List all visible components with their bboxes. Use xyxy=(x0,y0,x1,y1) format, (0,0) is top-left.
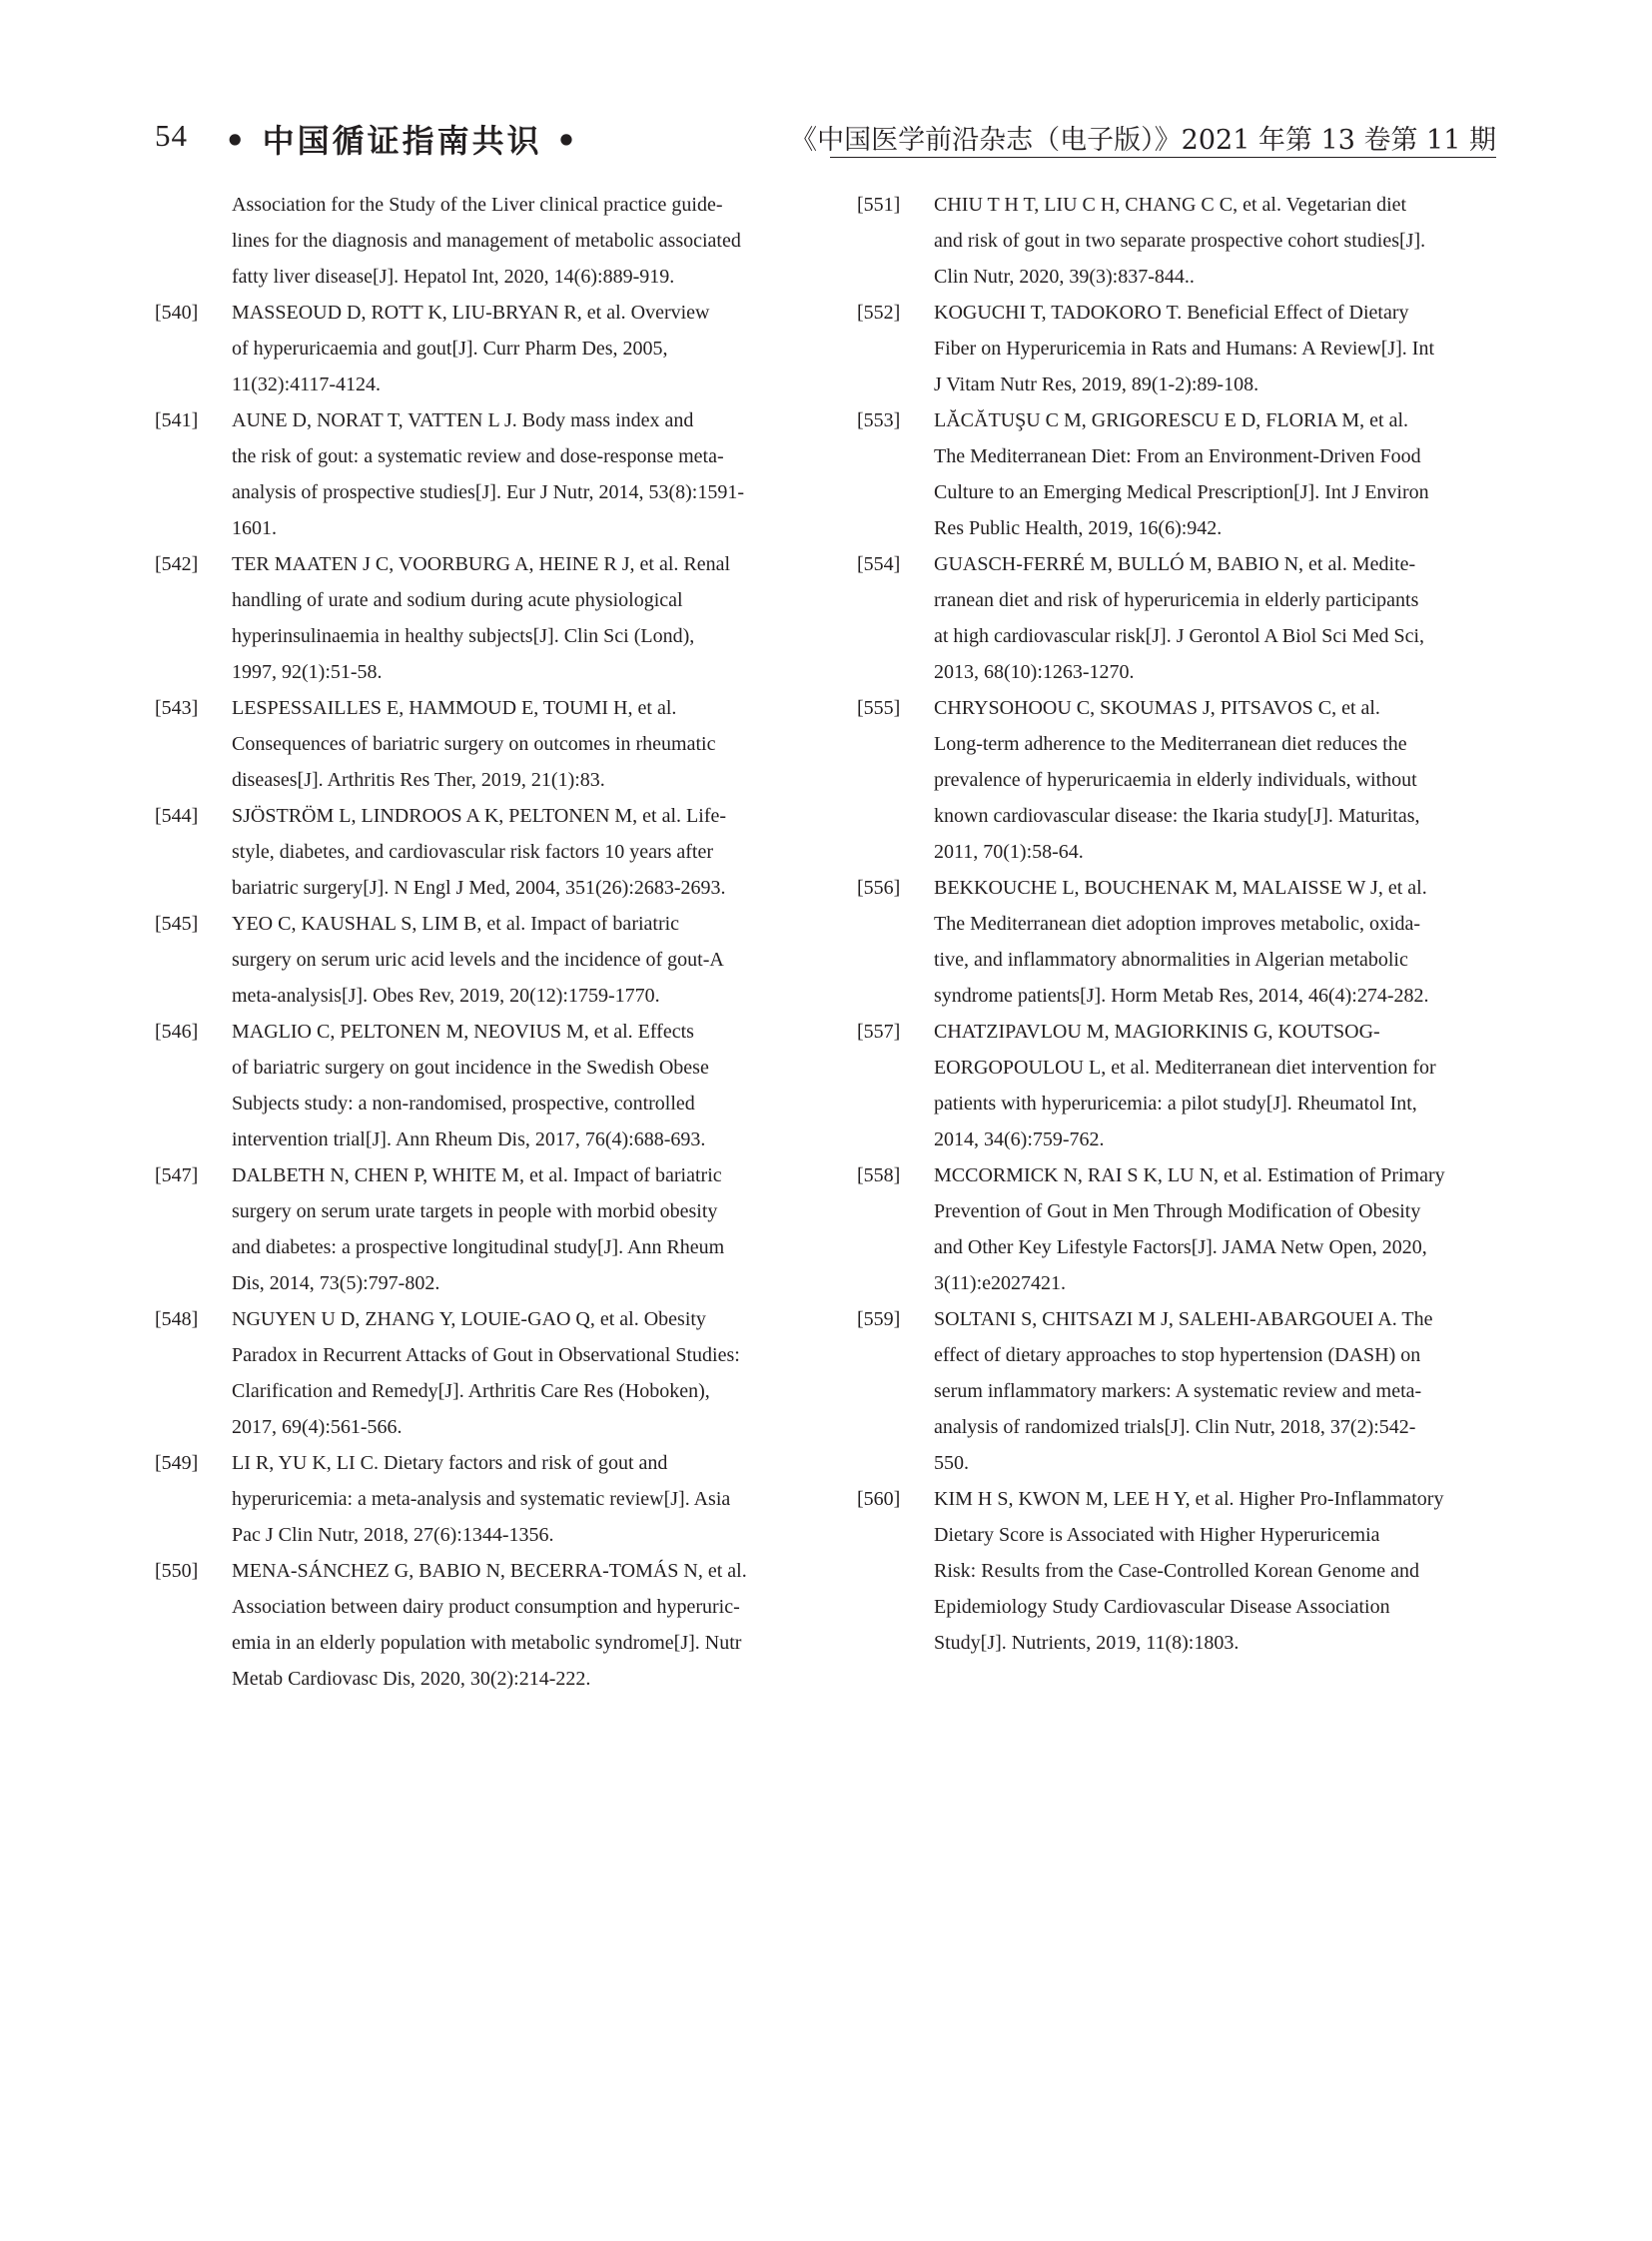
reference-text: CHRYSOHOOU C, SKOUMAS J, PITSAVOS C, et al. Long-term adherence to the Mediterranean diet reduces the prevalence of hyperuricaemia in elderly individuals, without known cardiovascular disease: the Ikaria study[J]. Maturitas, 2011, 70(1):58-64. xyxy=(934,697,1420,863)
page-number: 54 xyxy=(155,118,188,153)
reference-text: LĂCĂTUŞU C M, GRIGORESCU E D, FLORIA M, et al. The Mediterranean Diet: From an Environment-Driven Food Culture to an Emerging Medical Prescription[J]. Int J Environ Res Public Health, 2019, 16(6):942. xyxy=(934,409,1429,539)
reference-number: [540] xyxy=(155,302,199,324)
reference-text: CHIU T H T, LIU C H, CHANG C C, et al. Vegetarian diet and risk of gout in two separate prospective cohort studies[J]. Clin Nutr, 2020, 39(3):837-844.. xyxy=(934,194,1426,288)
reference-entry xyxy=(857,295,1496,402)
reference-entry xyxy=(857,1481,1496,1661)
reference-entry xyxy=(155,798,794,906)
reference-entry xyxy=(857,546,1496,690)
reference-entry xyxy=(155,1553,794,1697)
reference-entry xyxy=(857,1301,1496,1481)
reference-text: GUASCH-FERRÉ M, BULLÓ M, BABIO N, et al. Medite- rranean diet and risk of hyperuricemia in elderly participants at high cardiovascular risk[J]. J Gerontol A Biol Sci Med Sci, 2013, 68(10):1263-1270. xyxy=(934,553,1425,683)
reference-entry xyxy=(857,1157,1496,1301)
reference-text: YEO C, KAUSHAL S, LIM B, et al. Impact of bariatric surgery on serum uric acid levels and the incidence of gout-A meta-analysis[J]. Obes Rev, 2019, 20(12):1759-1770. xyxy=(232,913,724,1007)
reference-text: NGUYEN U D, ZHANG Y, LOUIE-GAO Q, et al. Obesity Paradox in Recurrent Attacks of Gout in Observational Studies: Clarification and Remedy[J]. Arthritis Care Res (Hoboken), 2017, 69(4):561-566. xyxy=(232,1308,740,1438)
reference-text: MCCORMICK N, RAI S K, LU N, et al. Estimation of Primary Prevention of Gout in Men Through Modification of Obesity and Other Key Lifestyle Factors[J]. JAMA Netw Open, 2020, 3(11):e2027421. xyxy=(934,1164,1445,1294)
reference-entry xyxy=(857,1014,1496,1157)
reference-number: [552] xyxy=(857,302,901,324)
reference-number: [548] xyxy=(155,1308,199,1330)
reference-text: SJÖSTRÖM L, LINDROOS A K, PELTONEN M, et al. Life- style, diabetes, and cardiovascular risk factors 10 years after bariatric surgery[J]. N Engl J Med, 2004, 351(26):2683-2693. xyxy=(232,805,727,899)
reference-entry xyxy=(155,1014,794,1157)
reference-column-left xyxy=(155,187,794,1697)
reference-number: [555] xyxy=(857,697,901,719)
reference-column-right xyxy=(857,187,1496,1661)
reference-entry xyxy=(155,1301,794,1445)
reference-number: [542] xyxy=(155,553,199,575)
reference-text: LI R, YU K, LI C. Dietary factors and risk of gout and hyperuricemia: a meta-analysis and systematic review[J]. Asia Pac J Clin Nutr, 2018, 27(6):1344-1356. xyxy=(232,1452,731,1546)
section-title: • 中国循证指南共识 • xyxy=(225,122,580,160)
reference-text: TER MAATEN J C, VOORBURG A, HEINE R J, et al. Renal handling of urate and sodium during acute physiological hyperinsulinaemia in healthy subjects[J]. Clin Sci (Lond), 1997, 92(1):51-58. xyxy=(232,553,731,683)
reference-text: AUNE D, NORAT T, VATTEN L J. Body mass index and the risk of gout: a systematic review and dose-response meta- analysis of prospective studies[J]. Eur J Nutr, 2014, 53(8):1591- 1601. xyxy=(232,409,744,539)
reference-entry xyxy=(155,690,794,798)
reference-entry xyxy=(155,295,794,402)
page-header xyxy=(155,112,1496,162)
reference-number: [547] xyxy=(155,1164,199,1186)
reference-entry xyxy=(155,402,794,546)
reference-entry xyxy=(155,906,794,1014)
reference-entry xyxy=(155,1445,794,1553)
reference-text: DALBETH N, CHEN P, WHITE M, et al. Impact of bariatric surgery on serum urate targets in people with morbid obesity and diabetes: a prospective longitudinal study[J]. Ann Rheum Dis, 2014, 73(5):797-802. xyxy=(232,1164,725,1294)
reference-text: MASSEOUD D, ROTT K, LIU-BRYAN R, et al. Overview of hyperuricaemia and gout[J]. Curr Pharm Des, 2005, 11(32):4117-4124. xyxy=(232,302,710,395)
reference-entry xyxy=(857,187,1496,295)
reference-number: [544] xyxy=(155,805,199,827)
reference-entry xyxy=(857,690,1496,870)
reference-number: [549] xyxy=(155,1452,199,1474)
journal-info: 《中国医学前沿杂志（电子版）》2021 年第 13 卷第 11 期 xyxy=(790,125,1496,156)
reference-text: KOGUCHI T, TADOKORO T. Beneficial Effect of Dietary Fiber on Hyperuricemia in Rats and Humans: A Review[J]. Int J Vitam Nutr Res, 2019, 89(1-2):89-108. xyxy=(934,302,1435,395)
reference-text: BEKKOUCHE L, BOUCHENAK M, MALAISSE W J, et al. The Mediterranean diet adoption improves metabolic, oxida- tive, and inflammatory abnormalities in Algerian metabolic syndrome patients[J]. Horm Metab Res, 2014, 46(4):274-282. xyxy=(934,877,1429,1007)
reference-number: [557] xyxy=(857,1021,901,1043)
reference-entry xyxy=(155,546,794,690)
reference-number: [546] xyxy=(155,1021,199,1043)
reference-number: [543] xyxy=(155,697,199,719)
reference-text: MAGLIO C, PELTONEN M, NEOVIUS M, et al. Effects of bariatric surgery on gout incidence in the Swedish Obese Subjects study: a non-randomised, prospective, controlled intervention trial[J]. Ann Rheum Dis, 2017, 76(4):688-693. xyxy=(232,1021,709,1150)
reference-number: [556] xyxy=(857,877,901,899)
reference-number: [558] xyxy=(857,1164,901,1186)
reference-entry xyxy=(857,870,1496,1014)
reference-number: [550] xyxy=(155,1560,199,1582)
reference-entry xyxy=(857,402,1496,546)
reference-text: CHATZIPAVLOU M, MAGIORKINIS G, KOUTSOG- EORGOPOULOU L, et al. Mediterranean diet intervention for patients with hyperuricemia: a pilot study[J]. Rheumatol Int, 2014, 34(6):759-762. xyxy=(934,1021,1436,1150)
reference-number: [560] xyxy=(857,1488,901,1510)
reference-number: [553] xyxy=(857,409,901,431)
reference-text: LESPESSAILLES E, HAMMOUD E, TOUMI H, et al. Consequences of bariatric surgery on outcomes in rheumatic diseases[J]. Arthritis Res Ther, 2019, 21(1):83. xyxy=(232,697,716,791)
reference-text: Association for the Study of the Liver clinical practice guide- lines for the diagnosis and management of metabolic associated fatty liver disease[J]. Hepatol Int, 2020, 14(6):889-919. xyxy=(232,194,741,288)
reference-number: [554] xyxy=(857,553,901,575)
reference-entry xyxy=(155,1157,794,1301)
reference-entry xyxy=(155,187,794,295)
reference-number: [551] xyxy=(857,194,901,216)
reference-text: MENA-SÁNCHEZ G, BABIO N, BECERRA-TOMÁS N, et al. Association between dairy product consumption and hyperuric- emia in an elderly population with metabolic syndrome[J]. Nutr Metab Cardiovasc Dis, 2020, 30(2):214-222. xyxy=(232,1560,747,1690)
reference-text: SOLTANI S, CHITSAZI M J, SALEHI-ABARGOUEI A. The effect of dietary approaches to stop hypertension (DASH) on serum inflammatory markers: A systematic review and meta- analysis of randomized trials[J]. Clin Nutr, 2018, 37(2):542- 550. xyxy=(934,1308,1433,1474)
reference-number: [541] xyxy=(155,409,199,431)
reference-number: [559] xyxy=(857,1308,901,1330)
header-rule xyxy=(830,157,1496,158)
reference-text: KIM H S, KWON M, LEE H Y, et al. Higher Pro-Inflammatory Dietary Score is Associated with Higher Hyperuricemia Risk: Results from the Case-Controlled Korean Genome and Epidemiology Study Cardiovascular Disease Association Study[J]. Nutrients, 2019, 11(8):1803. xyxy=(934,1488,1444,1654)
reference-number: [545] xyxy=(155,913,199,935)
